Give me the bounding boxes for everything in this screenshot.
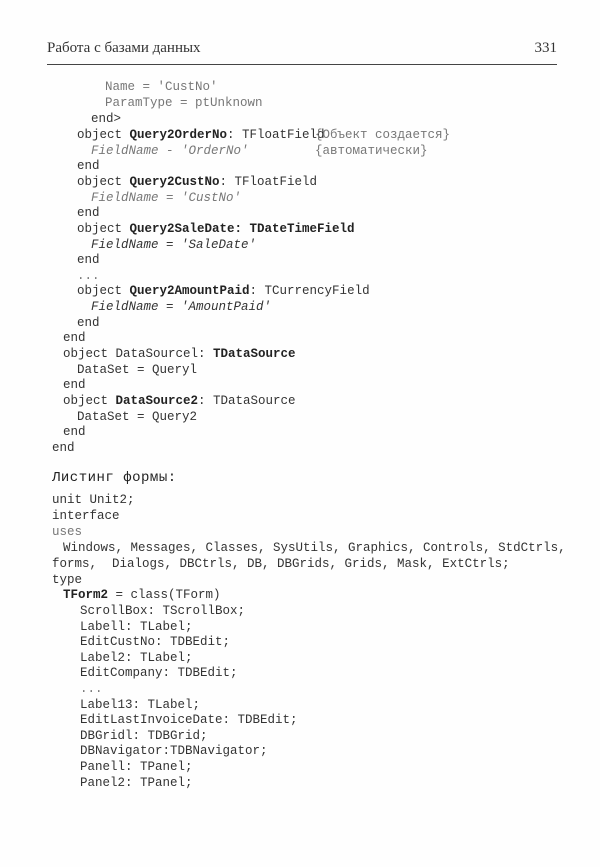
code-line: TForm2 = class(TForm) — [63, 588, 221, 602]
code-comment: {Объект создается} — [315, 128, 451, 142]
page-number: 331 — [534, 40, 557, 56]
code-line: ... — [80, 682, 103, 696]
component-name: Query2CustNo — [129, 175, 220, 189]
code-line: ... — [77, 269, 100, 283]
code-line: Panell: TPanel; — [80, 760, 193, 774]
code-line: object Query2CustNo: TFloatField — [77, 175, 318, 189]
code-line: ParamType = ptUnknown — [105, 96, 263, 110]
code-line: end — [77, 159, 100, 173]
code-line: Panel2: TPanel; — [80, 776, 193, 790]
code-line: end — [77, 253, 100, 267]
code-comment: {автоматически} — [315, 144, 428, 158]
code-line: end — [77, 206, 100, 220]
code-line: Labell: TLabel; — [80, 620, 193, 634]
code-line: DataSet = Queryl — [77, 363, 198, 377]
class-name: TForm2 — [63, 588, 109, 602]
code-line: object Query2AmountPaid: TCurrencyField — [77, 284, 370, 298]
code-line: FieldName = 'SaleDate' — [91, 238, 257, 252]
code-line: object Query2OrderNo: TFloatField — [77, 128, 325, 142]
code-line: forms, Dialogs, DBCtrls, DB, DBGrids, Grids, Mask, ExtCtrls; — [52, 557, 510, 571]
code-line: EditLastInvoiceDate: TDBEdit; — [80, 713, 298, 727]
code-line: Windows, Messages, Classes, SysUtils, Graphics, Controls, StdCtrls, — [63, 541, 566, 555]
component-name: DataSource2 — [115, 394, 199, 408]
code-line: DBNavigator:TDBNavigator; — [80, 744, 268, 758]
component-type: TDataSource — [213, 347, 296, 361]
code-line: end — [63, 378, 86, 392]
code-line: ScrollBox: TScrollBox; — [80, 604, 246, 618]
code-line: end> — [91, 112, 122, 126]
component-name: Query2SaleDate: TDateTimeField — [129, 222, 355, 236]
code-line: DataSet = Query2 — [77, 410, 198, 424]
code-line: Label2: TLabel; — [80, 651, 193, 665]
code-line: unit Unit2; — [52, 493, 135, 507]
code-line: uses — [52, 525, 83, 539]
code-line: Label13: TLabel; — [80, 698, 201, 712]
code-line: FieldName - 'OrderNo' — [91, 144, 249, 158]
code-line: end — [52, 441, 75, 455]
section-heading: Листинг формы: — [52, 470, 177, 486]
code-line: FieldName = 'AmountPaid' — [91, 300, 272, 314]
code-line: DBGridl: TDBGrid; — [80, 729, 208, 743]
code-line: EditCompany: TDBEdit; — [80, 666, 238, 680]
code-line: FieldName = 'CustNo' — [91, 191, 242, 205]
code-line: Name = 'CustNo' — [105, 80, 218, 94]
component-name: Query2AmountPaid — [129, 284, 250, 298]
code-line: object Query2SaleDate: TDateTimeField — [77, 222, 355, 236]
running-title: Работа с базами данных — [47, 40, 201, 56]
code-line: end — [77, 316, 100, 330]
code-line: end — [63, 425, 86, 439]
code-line: object DataSourcel: TDataSource — [63, 347, 296, 361]
component-name: Query2OrderNo — [129, 128, 228, 142]
code-line: interface — [52, 509, 120, 523]
code-line: EditCustNo: TDBEdit; — [80, 635, 231, 649]
code-line: type — [52, 573, 83, 587]
code-line: end — [63, 331, 86, 345]
code-line: object DataSource2: TDataSource — [63, 394, 296, 408]
